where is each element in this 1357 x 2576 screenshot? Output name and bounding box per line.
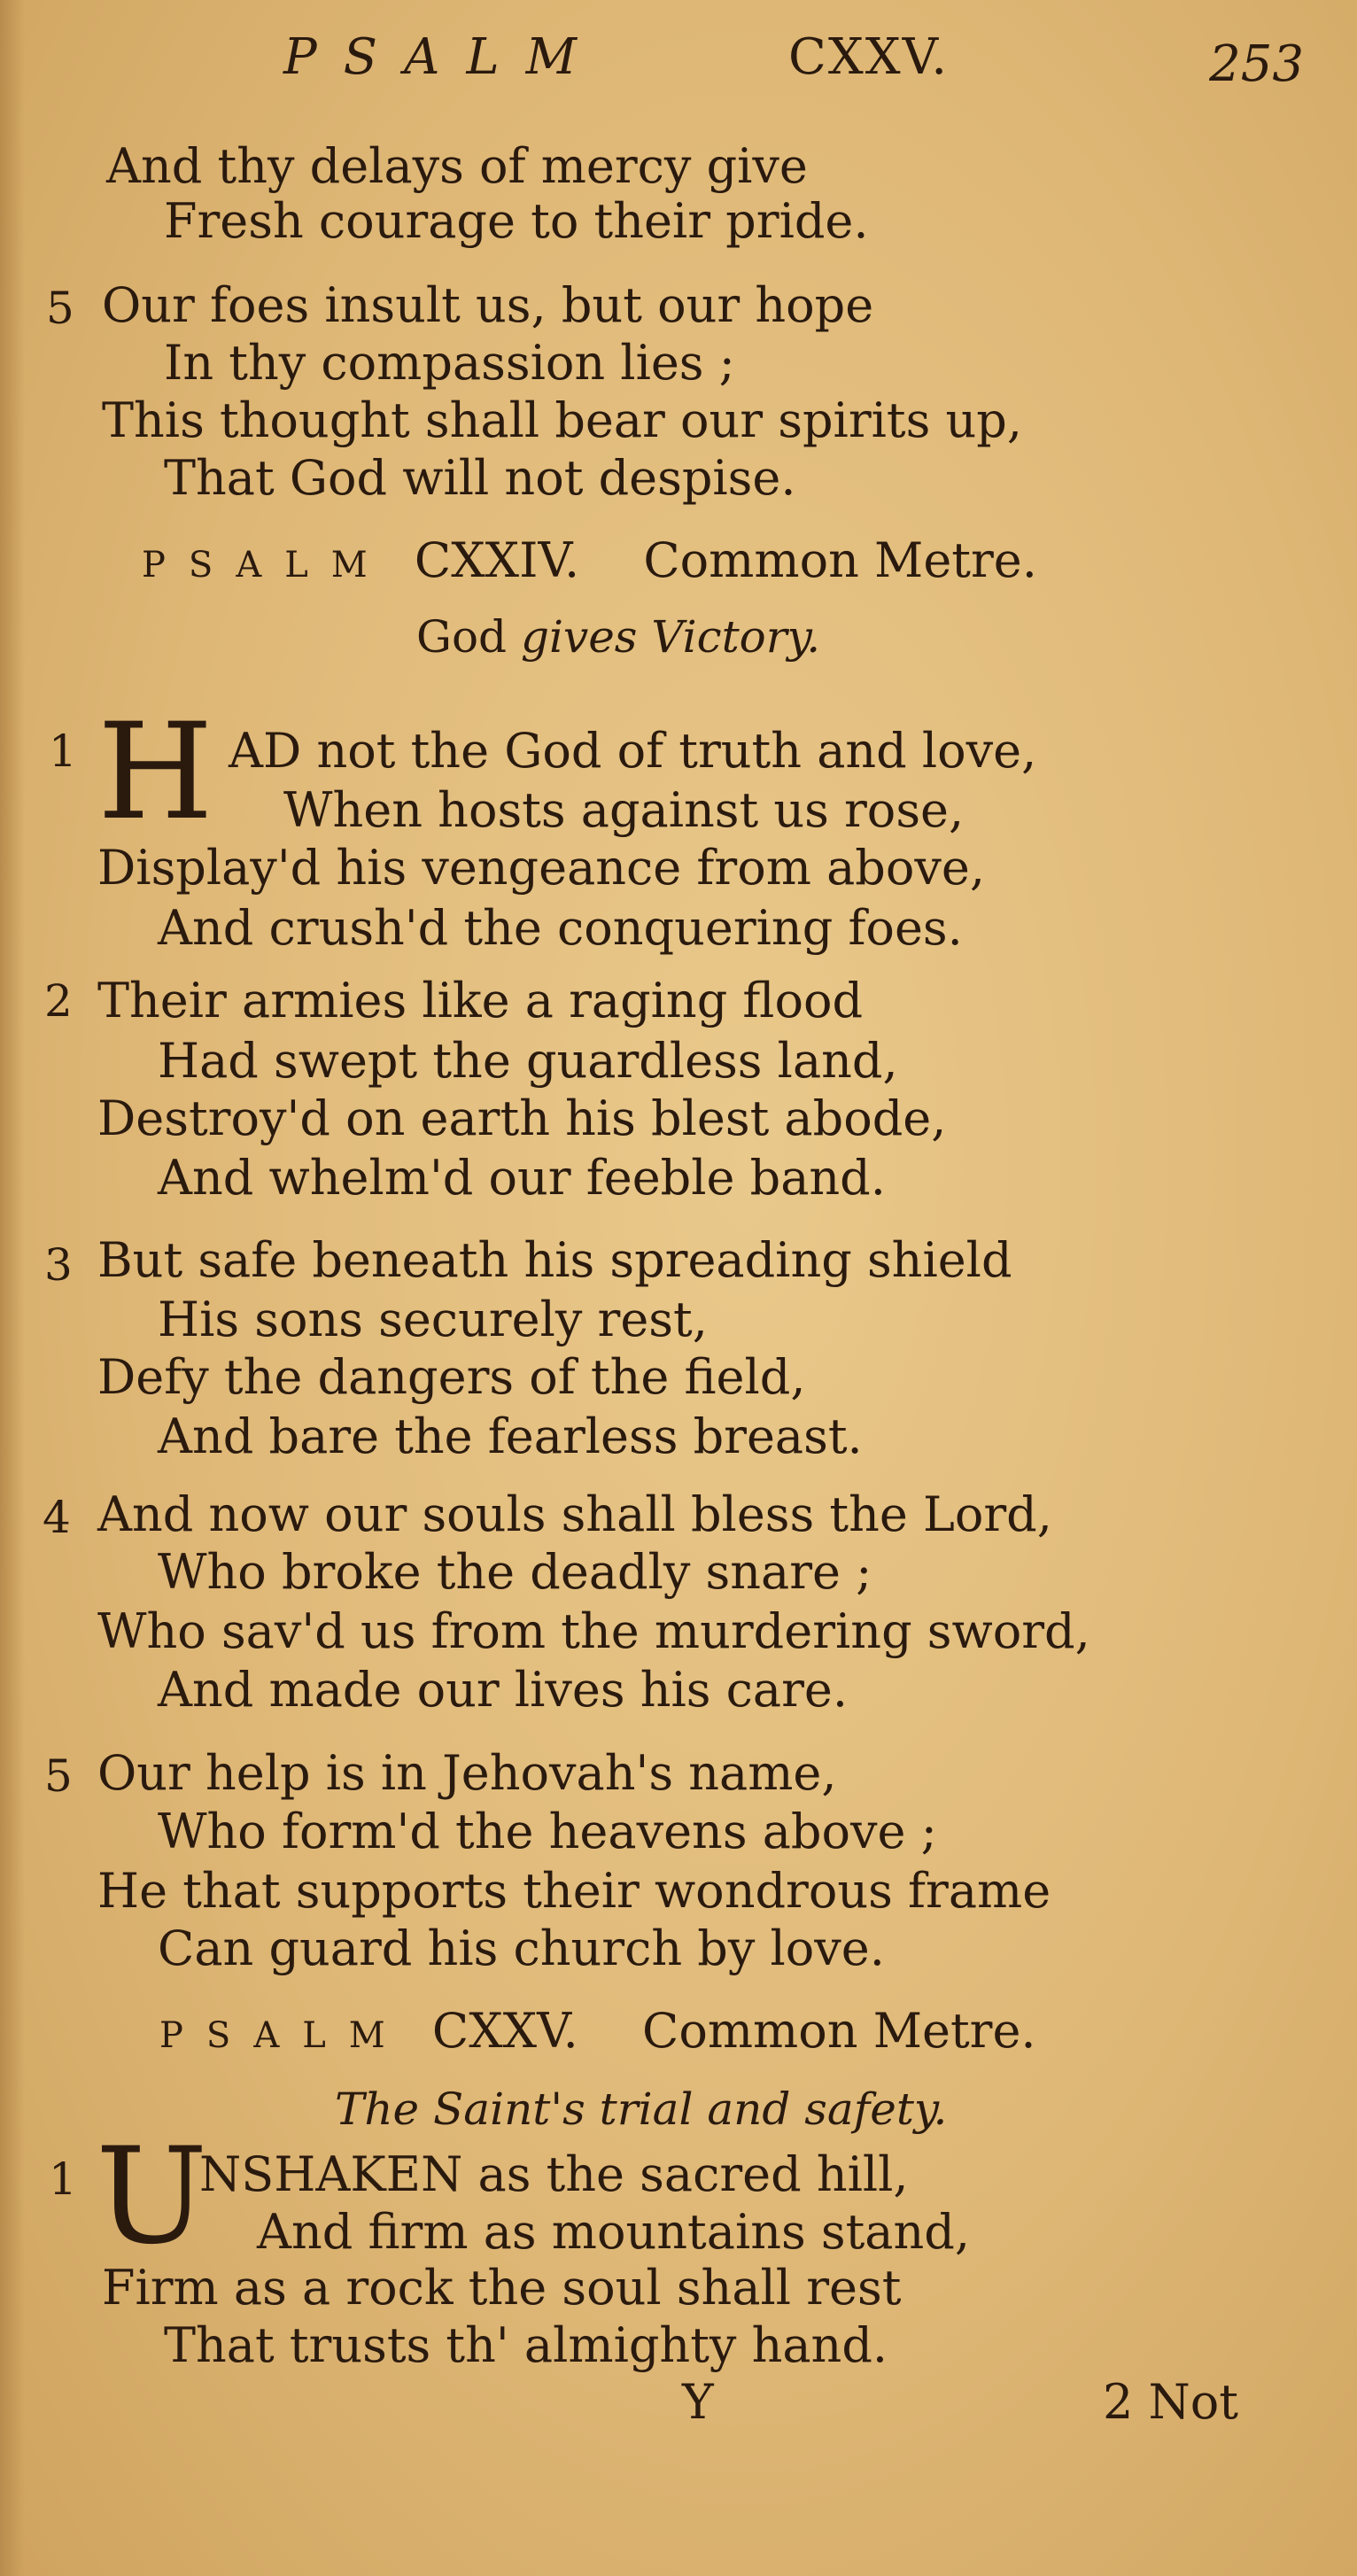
verse-line: Who sav'd us from the murdering sword,: [97, 1603, 1090, 1659]
verse-line: NSHAKEN as the sacred hill,: [199, 2146, 909, 2202]
verse-line: AD not the God of truth and love,: [229, 723, 1037, 779]
subtitle-italic: gives Victory.: [520, 611, 821, 663]
psalm124-title: [142, 531, 1037, 594]
verse-line: His sons securely rest,: [158, 1292, 708, 1347]
stanza-number: 1: [49, 2153, 77, 2205]
verse-line: And bare the fearless breast.: [158, 1408, 863, 1464]
verse-line: That God will not despise.: [164, 450, 796, 506]
verse-line: Defy the dangers of the field,: [97, 1349, 806, 1405]
verse-line: When hosts against us rose,: [283, 782, 965, 838]
verse-line: This thought shall bear our spirits up,: [102, 392, 1022, 448]
verse-line: Display'd his vengeance from above,: [97, 840, 986, 896]
verse-line: And whelm'd our feeble band.: [158, 1150, 886, 1206]
running-head-word: PSALM: [283, 28, 604, 86]
verse-line: He that supports their wondrous frame: [97, 1863, 1051, 1919]
signature-mark: Y: [682, 2374, 714, 2430]
verse-line: Their armies like a raging flood: [97, 973, 864, 1028]
verse-line: Who broke the deadly snare ;: [158, 1544, 872, 1600]
verse-line: Had swept the guardless land,: [158, 1033, 898, 1089]
psalm-number: CXXIV.: [414, 532, 580, 588]
running-head-number: CXXV.: [788, 28, 950, 86]
verse-line: And crush'd the conquering foes.: [158, 900, 963, 956]
drop-cap: U: [96, 2120, 208, 2274]
psalm-word: PSALM: [142, 545, 391, 586]
catchword: 2 Not: [1103, 2374, 1238, 2430]
drop-cap: H: [97, 695, 213, 850]
verse-line: Who form'd the heavens above ;: [158, 1804, 937, 1859]
psalm-metre: Common Metre.: [642, 2003, 1036, 2059]
subtitle-prefix: God: [416, 611, 508, 663]
verse-line: And thy delays of mercy give: [106, 138, 808, 194]
stanza-number: 5: [46, 283, 74, 334]
psalm-metre: Common Metre.: [643, 532, 1037, 588]
verse-line: Our help is in Jehovah's name,: [97, 1745, 837, 1801]
verse-line: Firm as a rock the soul shall rest: [102, 2260, 902, 2316]
psalm125-title: [159, 2002, 1036, 2065]
verse-line: But safe beneath his spreading shield: [97, 1232, 1012, 1288]
psalm-number: CXXV.: [431, 2003, 578, 2059]
verse-line: Our foes insult us, but our hope: [102, 277, 874, 333]
folio: 253: [1209, 35, 1304, 93]
verse-line: That trusts th' almighty hand.: [164, 2317, 888, 2373]
psalm-word: PSALM: [159, 2015, 408, 2056]
verse-line: Fresh courage to their pride.: [164, 193, 869, 249]
verse-line: Can guard his church by love.: [158, 1920, 885, 1976]
stanza-number: 4: [43, 1492, 71, 1543]
verse-line: And made our lives his care.: [158, 1662, 849, 1718]
verse-line: In thy compassion lies ;: [164, 335, 735, 391]
verse-line: And now our souls shall bless the Lord,: [97, 1486, 1052, 1542]
stanza-number: 5: [44, 1750, 73, 1802]
stanza-number: 1: [49, 725, 77, 777]
page-edge: [0, 0, 25, 2576]
verse-line: Destroy'd on earth his blest abode,: [97, 1090, 947, 1146]
verse-line: And firm as mountains stand,: [257, 2204, 970, 2260]
psalm124-subtitle: [416, 611, 820, 663]
stanza-number: 2: [44, 975, 73, 1027]
psalm125-subtitle: The Saint's trial and safety.: [335, 2083, 948, 2135]
stanza-number: 3: [44, 1239, 73, 1291]
